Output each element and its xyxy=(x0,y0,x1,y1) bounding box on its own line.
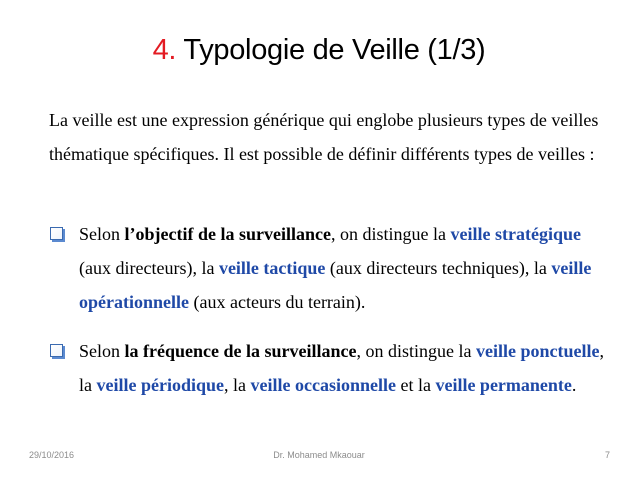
bullet-frequency xyxy=(49,334,609,402)
veille-term: veille périodique xyxy=(96,375,224,395)
checkbox-icon xyxy=(50,344,63,357)
bullet-text-segment: (aux directeurs techniques), la xyxy=(325,258,552,278)
bullet-text-segment: , on distingue la xyxy=(356,341,476,361)
veille-term: veille occasionnelle xyxy=(250,375,396,395)
bullet-criterion: l’objectif de la surveillance xyxy=(124,224,331,244)
title-text: Typologie de Veille (1/3) xyxy=(183,34,486,66)
slide-title xyxy=(0,32,638,68)
bullet-text-segment: Selon xyxy=(79,341,125,361)
bullet-text-segment: et la xyxy=(395,375,436,395)
veille-term: veille opérationnelle xyxy=(79,258,592,312)
checkbox-icon xyxy=(50,227,63,240)
intro-paragraph: La veille est une expression générique qui englobe plusieurs types de veilles thématique spécifiques. Il est possible de définir différents types de veilles : xyxy=(49,110,599,164)
bullet-text-segment: (aux directeurs), la xyxy=(79,258,219,278)
bullet-criterion: la fréquence de la surveillance xyxy=(124,341,357,361)
bullet-text-segment: , la xyxy=(224,375,251,395)
veille-term: veille permanente xyxy=(435,375,572,395)
footer-page-number: 7 xyxy=(604,450,610,460)
bullet-text-segment: Selon xyxy=(79,224,125,244)
bullet-text-segment: , la xyxy=(79,341,604,395)
veille-term: veille ponctuelle xyxy=(475,341,600,361)
bullet-text-segment: , on distingue la xyxy=(330,224,451,244)
footer-date: 29/10/2016 xyxy=(29,450,75,460)
veille-term: veille stratégique xyxy=(450,224,581,244)
bullet-text-segment: (aux acteurs du terrain). xyxy=(189,292,366,312)
bullet-text-segment: . xyxy=(571,375,577,395)
bullet-text xyxy=(79,217,609,319)
title-number: 4. xyxy=(152,34,177,66)
footer-author: Dr. Mohamed Mkaouar xyxy=(273,450,365,460)
veille-term: veille tactique xyxy=(218,258,326,278)
bullet-objective xyxy=(49,217,609,319)
bullet-text xyxy=(79,334,609,402)
